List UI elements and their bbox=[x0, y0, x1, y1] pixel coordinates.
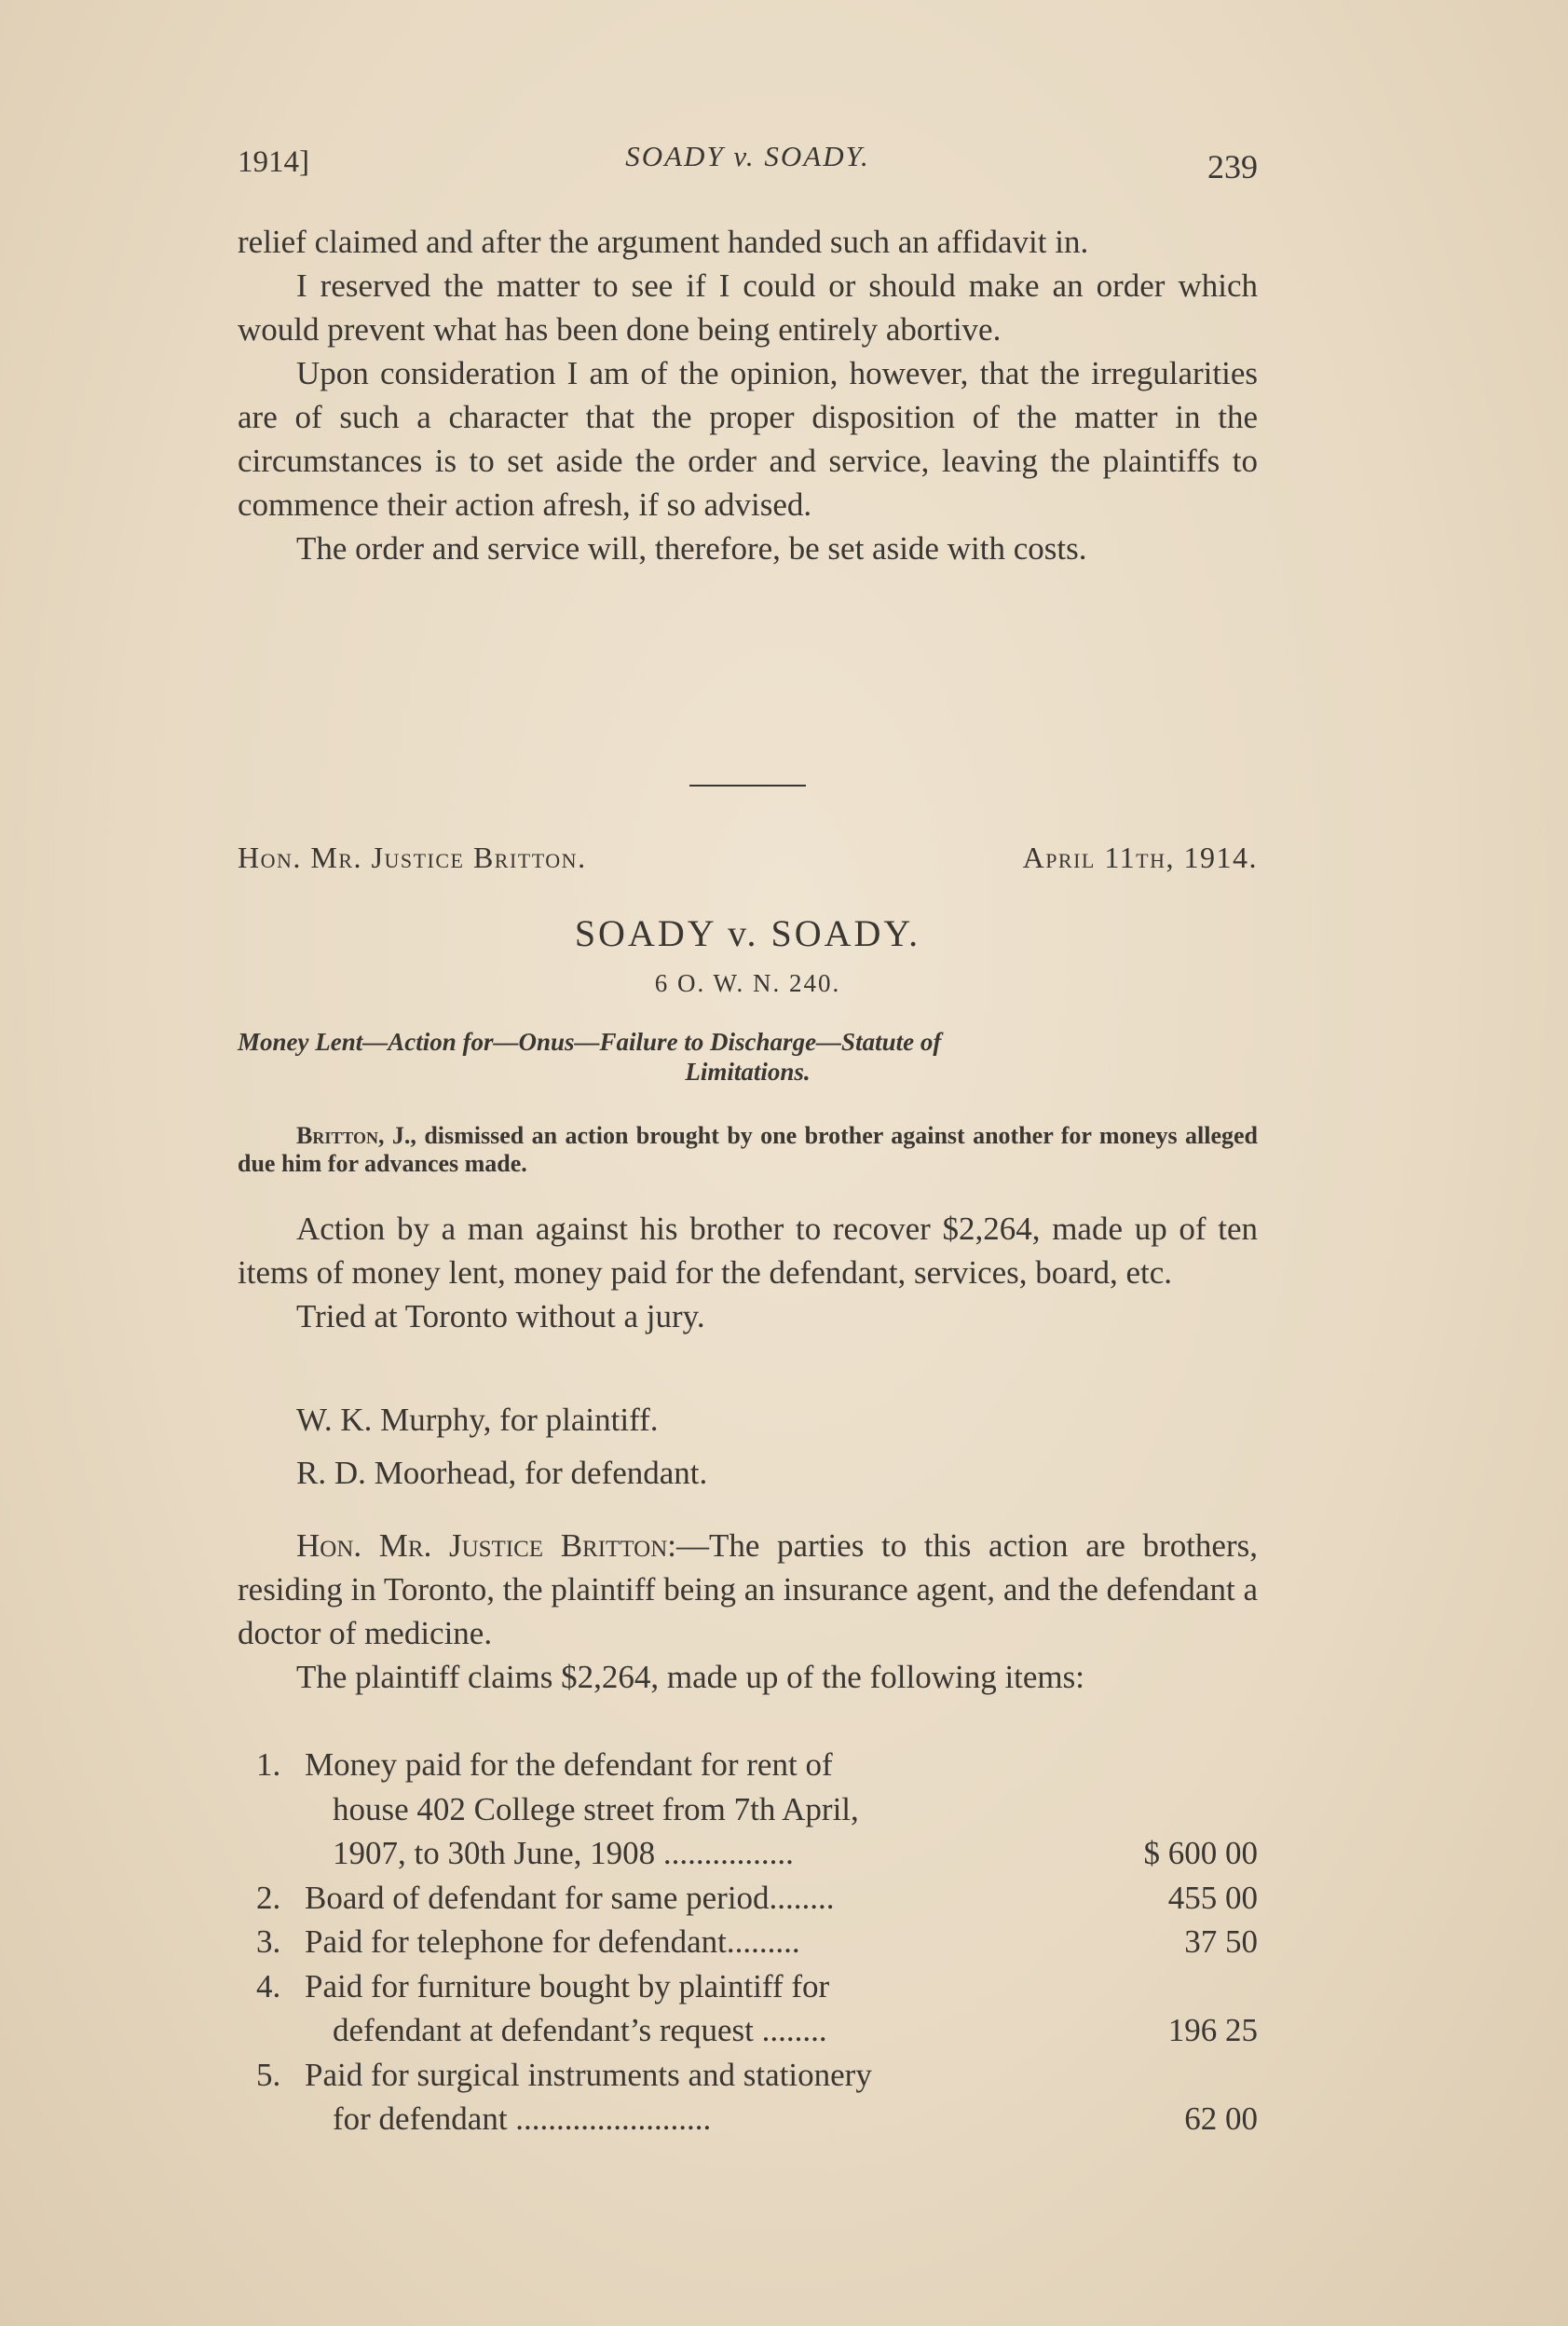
item-text: Money paid for the defendant for rent of bbox=[305, 1746, 833, 1783]
paragraph: Action by a man against his brother to recover $2,264, made up of ten items of money lent, money paid for the defendant, services, board, etc. bbox=[238, 1211, 1258, 1291]
judgment-body: :—The parties to this action are brothers, residing in Toronto, the plaintiff being an insurance agent, and the defendant a doctor of medicine. bbox=[238, 1527, 1258, 1651]
item-number: 2. bbox=[256, 1879, 281, 1916]
item-text: Paid for furniture bought by plaintiff for bbox=[305, 1967, 830, 2004]
paragraph: The order and service will, therefore, be set aside with costs. bbox=[296, 530, 1087, 567]
counsel-plaintiff: W. K. Murphy, for plaintiff. bbox=[296, 1402, 659, 1438]
counsel-list bbox=[238, 1398, 1258, 1495]
summary-judge: Britton, J., bbox=[296, 1122, 416, 1149]
paragraph: Tried at Toronto without a jury. bbox=[296, 1298, 705, 1334]
item-number: 3. bbox=[256, 1923, 281, 1960]
item-amount: 37 50 bbox=[1184, 1923, 1258, 1960]
summary-text: dismissed an action brought by one brother against another for moneys alleged due him for advances made. bbox=[238, 1122, 1258, 1177]
list-item bbox=[238, 1964, 1258, 2053]
item-text: Paid for telephone for defendant......... bbox=[305, 1923, 800, 1960]
counsel-defendant: R. D. Moorhead, for defendant. bbox=[296, 1455, 708, 1491]
item-text: 1907, to 30th June, 1908 ................ bbox=[333, 1835, 794, 1871]
headnote-line: Money Lent—Action for—Onus—Failure to Discharge—Statute of bbox=[238, 1028, 942, 1056]
section-divider bbox=[689, 785, 806, 787]
headnote bbox=[238, 1027, 1258, 1087]
item-text: for defendant ........................ bbox=[333, 2100, 712, 2137]
citation: 6 O. W. N. 240. bbox=[654, 969, 841, 997]
item-text: house 402 College street from 7th April, bbox=[333, 1790, 859, 1827]
paragraph: I reserved the matter to see if I could or should make an order which would prevent what has been done being entirely abortive. bbox=[238, 267, 1258, 348]
header-case-name: SOADY v. SOADY. bbox=[625, 140, 870, 172]
judgment-speaker: Hon. Mr. Justice Britton bbox=[296, 1527, 668, 1564]
claim-items bbox=[238, 1743, 1258, 2141]
item-text: defendant at defendant’s request ........ bbox=[333, 2012, 827, 2048]
case-summary bbox=[238, 1122, 1258, 1178]
item-number: 4. bbox=[256, 1967, 281, 2004]
case-title: SOADY v. SOADY. bbox=[574, 912, 921, 954]
item-amount: 455 00 bbox=[1167, 1879, 1258, 1916]
item-amount: $ 600 00 bbox=[1143, 1835, 1258, 1871]
headnote-line: Limitations. bbox=[685, 1058, 811, 1086]
running-header bbox=[238, 140, 1258, 186]
paragraph bbox=[238, 1524, 1258, 1655]
list-item bbox=[238, 2053, 1258, 2141]
item-text: Paid for surgical instruments and stationery bbox=[305, 2056, 872, 2093]
paragraph: The plaintiff claims $2,264, made up of the following items: bbox=[296, 1659, 1084, 1695]
paragraph: Upon consideration I am of the opinion, however, that the irregularities are of such a character that the proper disposition of the matter in the circumstances is to set aside the order and service, leaving the plaintiffs to commence their action afresh, if so advised. bbox=[238, 355, 1258, 523]
header-year: 1914] bbox=[238, 145, 309, 179]
judge-line bbox=[238, 841, 1258, 887]
judgment-text bbox=[238, 1524, 1258, 1699]
paragraph: relief claimed and after the argument handed such an affidavit in. bbox=[238, 224, 1089, 260]
item-number: 5. bbox=[256, 2056, 281, 2093]
intro-text bbox=[238, 1207, 1258, 1338]
item-amount: 196 25 bbox=[1167, 2012, 1258, 2048]
opening-text bbox=[238, 220, 1258, 570]
decision-date: April 11th, 1914. bbox=[1022, 841, 1258, 874]
list-item bbox=[238, 1743, 1258, 1876]
item-text: Board of defendant for same period........ bbox=[305, 1879, 835, 1916]
judge-name: Hon. Mr. Justice Britton. bbox=[238, 841, 587, 874]
list-item bbox=[238, 1920, 1258, 1964]
page-number: 239 bbox=[1207, 148, 1258, 185]
list-item bbox=[238, 1876, 1258, 1921]
item-amount: 62 00 bbox=[1184, 2100, 1258, 2137]
item-number: 1. bbox=[256, 1746, 281, 1783]
